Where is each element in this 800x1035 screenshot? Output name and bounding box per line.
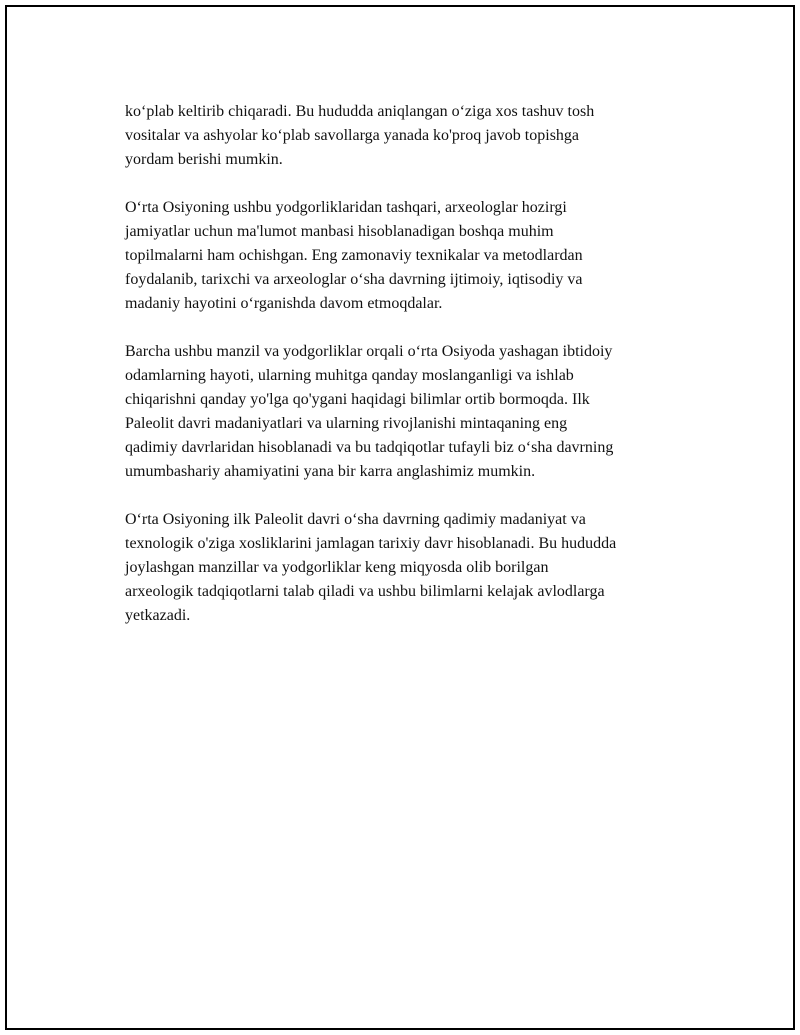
paragraph-1: ko‘plab keltirib chiqaradi. Bu hududda aniqlangan o‘ziga xos tashuv tosh vositalar va ashyolar ko‘plab savollarga yanada ko'proq javob topishga yordam berishi mumkin. <box>125 103 595 168</box>
paragraph-4: O‘rta Osiyoning ilk Paleolit davri o‘sha davrning qadimiy madaniyat va texnologik o'ziga xosliklarini jamlagan tarixiy davr hisoblanadi. Bu hududda joylashgan manzillar va yodgorliklar keng miqyosda olib borilgan arxeologik tadqiqotlarni talab qiladi va ushbu bilimlarni kelajak avlodlarga yetkazadi. <box>125 511 617 624</box>
document-page <box>5 5 795 1030</box>
paragraph-3: Barcha ushbu manzil va yodgorliklar orqali o‘rta Osiyoda yashagan ibtidoiy odamlarning hayoti, ularning muhitga qanday moslanganligi va ishlab chiqarishni qanday yo'lga qo'ygani haqidagi bilimlar ortib bormoqda. Ilk Paleolit davri madaniyatlari va ularning rivojlanishi mintaqaning eng qadimiy davrlaridan hisoblanadi va bu tadqiqotlar tufayli biz o‘sha davrning umumbashariy ahamiyatini yana bir karra anglashimiz mumkin. <box>125 343 614 480</box>
paragraph-2: O‘rta Osiyoning ushbu yodgorliklaridan tashqari, arxeologlar hozirgi jamiyatlar uchun ma'lumot manbasi hisoblanadigan boshqa muhim topilmalarni ham ochishgan. Eng zamonaviy texnikalar va metodlardan foydalanib, tarixchi va arxeologlar o‘sha davrning ijtimoiy, iqtisodiy va madaniy hayotini o‘rganishda davom etmoqdalar. <box>125 199 583 312</box>
document-body <box>125 100 705 652</box>
